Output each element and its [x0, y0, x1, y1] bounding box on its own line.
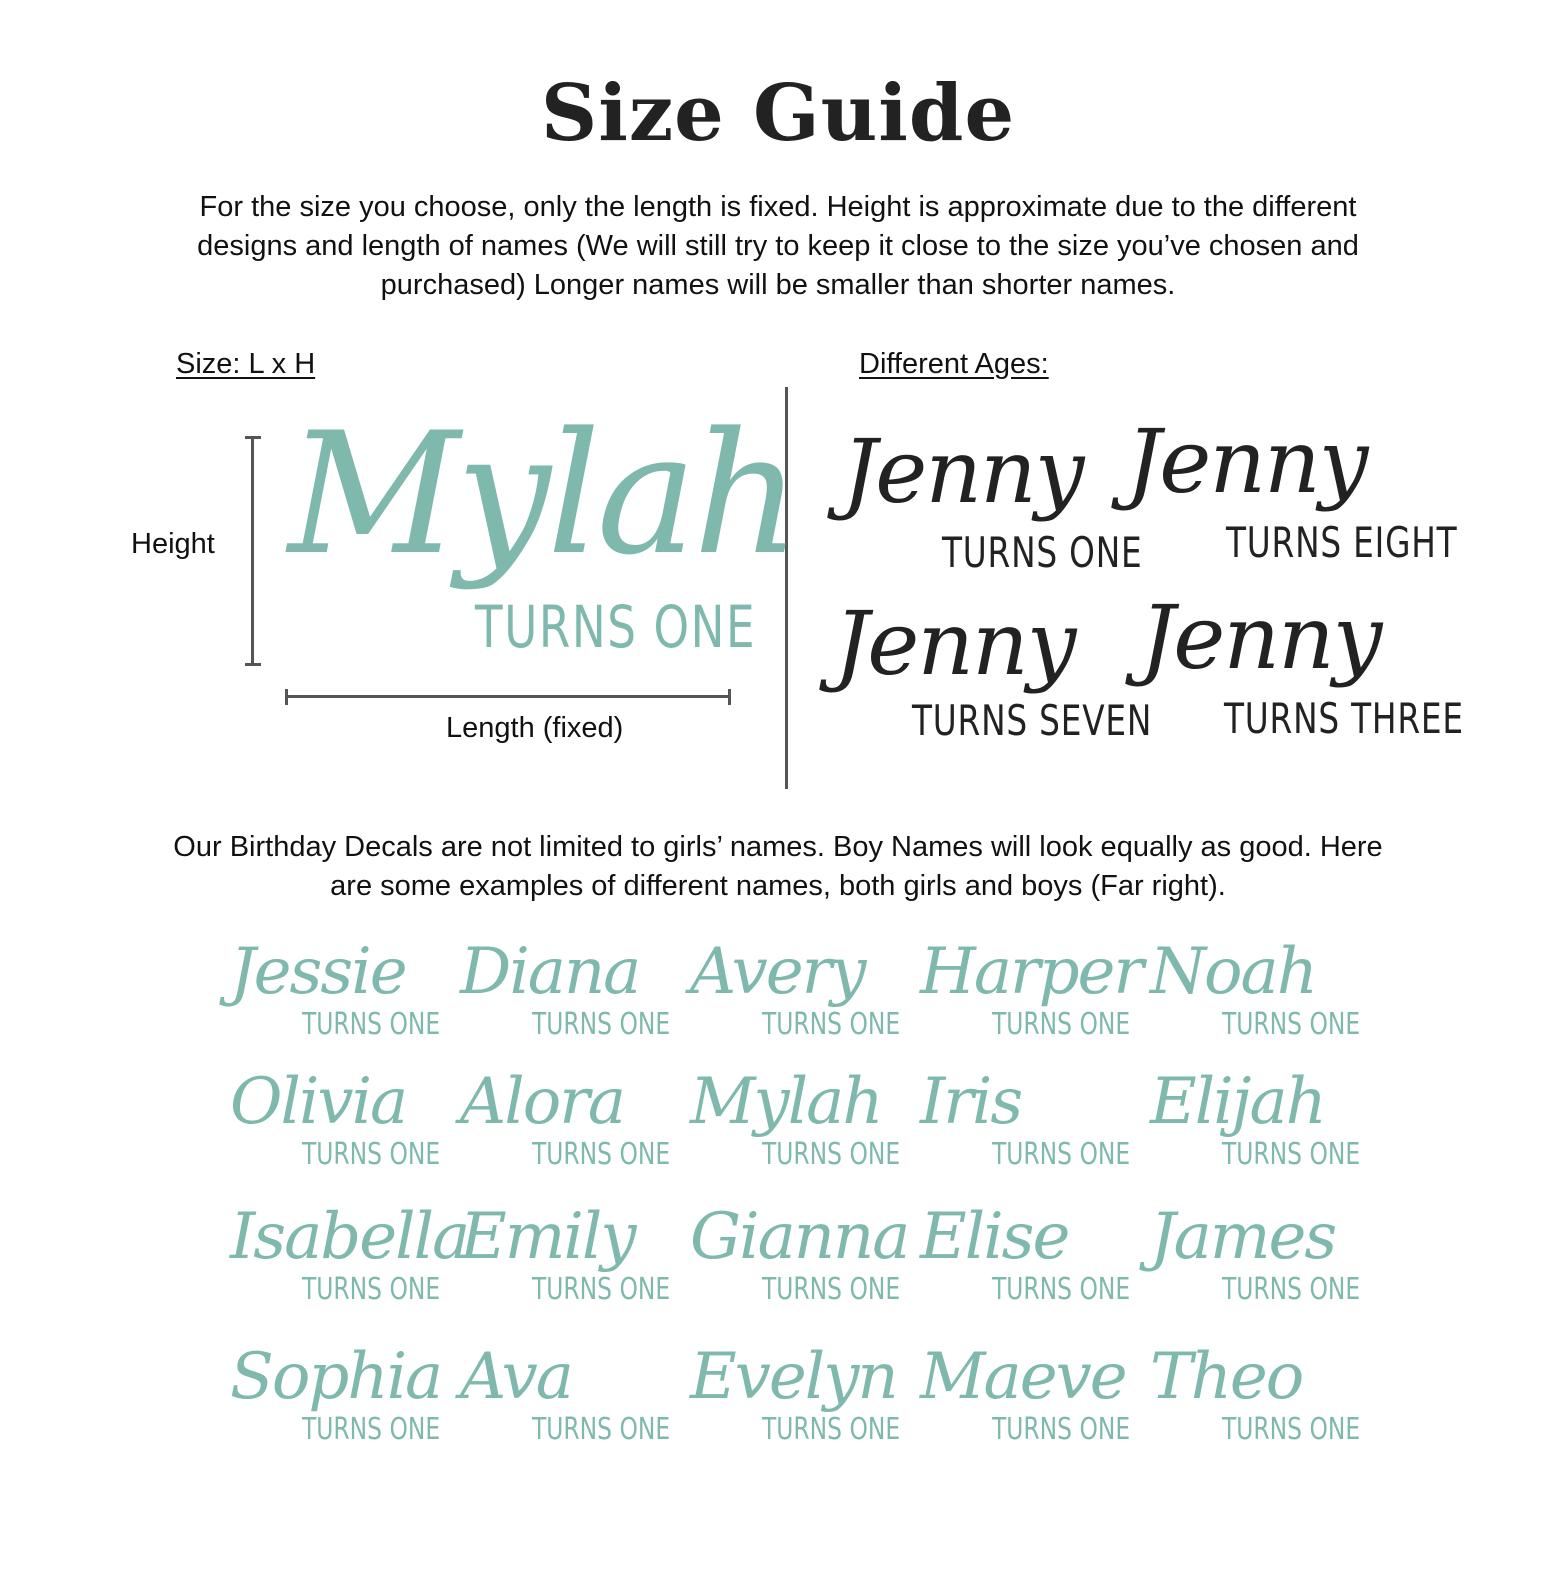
- example-name: Gianna: [690, 1200, 909, 1274]
- example-decal: [460, 1340, 685, 1475]
- example-decal: [920, 935, 1145, 1070]
- age-example: [1140, 586, 1532, 743]
- example-decal: [1150, 1340, 1375, 1475]
- example-name: Noah: [1150, 935, 1316, 1009]
- example-decal: [460, 1200, 685, 1335]
- example-decal: [1150, 1200, 1375, 1335]
- example-decal: [690, 1065, 915, 1200]
- example-decal: [230, 1065, 455, 1200]
- example-decal: [1150, 1065, 1375, 1200]
- example-sub: TURNS ONE: [992, 1007, 1131, 1042]
- example-name: Emily: [460, 1200, 635, 1274]
- example-name: Avery: [690, 935, 865, 1009]
- length-bar-cap-right: [728, 689, 731, 705]
- ages-heading: Different Ages:: [859, 348, 1049, 380]
- example-name: Harper: [920, 935, 1142, 1009]
- example-sub: TURNS ONE: [532, 1272, 671, 1307]
- example-sub: TURNS ONE: [762, 1007, 901, 1042]
- example-sub: TURNS ONE: [302, 1137, 441, 1172]
- intro-paragraph: For the size you choose, only the length is fixed. Height is approximate due to the different designs and length of names (We will still try to keep it close to the size you’ve chosen and purchased) Longer names will be smaller than shorter names.: [197, 191, 1359, 301]
- example-decal: [1150, 935, 1375, 1070]
- height-bar-cap-bottom: [245, 663, 261, 666]
- example-name: James: [1150, 1200, 1336, 1274]
- height-bar: [251, 437, 254, 665]
- example-sub: TURNS ONE: [532, 1412, 671, 1447]
- age-example-sub: TURNS THREE: [1224, 694, 1464, 743]
- age-example: [1126, 410, 1523, 567]
- example-sub: TURNS ONE: [302, 1412, 441, 1447]
- names-note: Our Birthday Decals are not limited to girls’ names. Boy Names will look equally as good. Here are some examples of different names, both girls and boys (Far right).: [173, 831, 1383, 902]
- example-sub: TURNS ONE: [1222, 1272, 1361, 1307]
- example-decal: [230, 935, 455, 1070]
- example-name: Elijah: [1150, 1065, 1325, 1139]
- age-example-sub: TURNS EIGHT: [1226, 518, 1458, 567]
- example-name: Iris: [920, 1065, 1022, 1139]
- example-name: Evelyn: [690, 1340, 897, 1414]
- example-decal: [690, 935, 915, 1070]
- example-decal: [690, 1200, 915, 1335]
- example-name: Theo: [1150, 1340, 1303, 1414]
- example-decal: [920, 1340, 1145, 1475]
- example-sub: TURNS ONE: [302, 1007, 441, 1042]
- example-sub: TURNS ONE: [992, 1272, 1131, 1307]
- example-name: Jessie: [230, 935, 406, 1009]
- example-name: Ava: [460, 1340, 572, 1414]
- example-sub: TURNS ONE: [1222, 1007, 1361, 1042]
- example-sub: TURNS ONE: [992, 1137, 1131, 1172]
- example-sub: TURNS ONE: [1222, 1137, 1361, 1172]
- example-sub: TURNS ONE: [992, 1412, 1131, 1447]
- examples-grid: [230, 935, 1380, 1490]
- example-sub: TURNS ONE: [302, 1272, 441, 1307]
- page-title: Size Guide: [540, 68, 1016, 159]
- height-label: Height: [131, 528, 215, 560]
- example-decal: [690, 1340, 915, 1475]
- length-label: Length (fixed): [446, 712, 624, 744]
- example-sub: TURNS ONE: [532, 1137, 671, 1172]
- size-heading: Size: L x H: [176, 348, 316, 380]
- example-decal: [230, 1200, 469, 1335]
- age-example-name: Jenny: [1126, 410, 1367, 513]
- example-sub: TURNS ONE: [762, 1137, 901, 1172]
- example-decal: [920, 1200, 1145, 1335]
- age-example-sub: TURNS SEVEN: [912, 696, 1153, 745]
- example-name: Mylah: [690, 1065, 882, 1139]
- example-sub: TURNS ONE: [532, 1007, 671, 1042]
- length-bar: [286, 695, 730, 698]
- age-example-name: Jenny: [1140, 586, 1381, 689]
- example-name: Diana: [460, 935, 640, 1009]
- example-name: Isabella: [230, 1200, 469, 1274]
- example-name: Elise: [920, 1200, 1069, 1274]
- example-decal: [460, 935, 685, 1070]
- age-example-sub: TURNS ONE: [942, 528, 1143, 577]
- example-sub: TURNS ONE: [762, 1272, 901, 1307]
- sample-decal-sub: TURNS ONE: [475, 593, 757, 661]
- example-decal: [230, 1340, 455, 1475]
- example-name: Olivia: [230, 1065, 407, 1139]
- example-name: Alora: [460, 1065, 624, 1139]
- example-decal: [460, 1065, 685, 1200]
- example-decal: [920, 1065, 1145, 1200]
- example-name: Sophia: [230, 1340, 442, 1414]
- example-name: Maeve: [920, 1340, 1126, 1414]
- example-sub: TURNS ONE: [762, 1412, 901, 1447]
- sample-decal-name: Mylah: [288, 396, 798, 592]
- age-example-name: Jenny: [834, 592, 1075, 695]
- example-sub: TURNS ONE: [1222, 1412, 1361, 1447]
- age-example-name: Jenny: [842, 420, 1083, 523]
